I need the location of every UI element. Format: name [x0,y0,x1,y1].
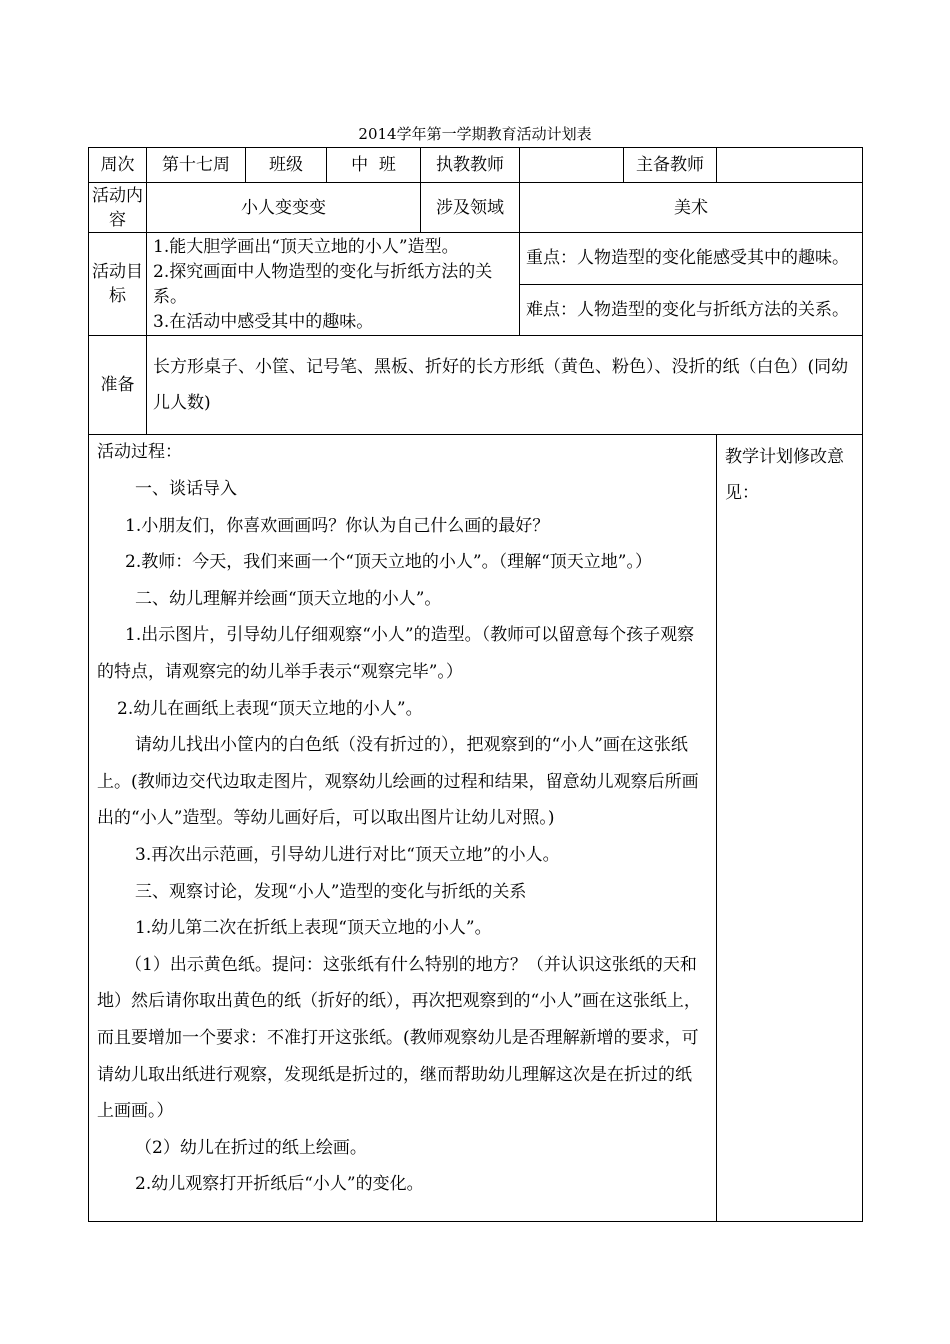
content-label: 活动内容 [89,183,147,233]
goals-label: 活动目标 [89,233,147,336]
process-cell [89,435,717,1222]
process-heading: 活动过程： [97,442,182,462]
process-paragraph: 请幼儿找出小筐内的白色纸（没有折过的），把观察到的“小人”画在这张纸上。(教师边交代边取走图片，观察幼儿绘画的过程和结果，留意幼儿观察后所画出的“小人”造型。等幼儿画好后，可以取出图片让幼儿对照。) [97,735,699,829]
week-value: 第十七周 [147,148,246,183]
week-label: 周次 [89,148,147,183]
process-paragraph: 2.教师：今天，我们来画一个“顶天立地的小人”。（理解“顶天立地”。） [125,552,652,573]
prep-value: 长方形桌子、小筐、记号笔、黑板、折好的长方形纸（黄色、粉色）、没折的纸（白色）(同幼儿人数) [147,336,863,435]
goals-row-top [89,233,863,285]
process-paragraph: 1.幼儿第二次在折纸上表现“顶天立地的小人”。 [135,918,492,939]
process-paragraph: 1.小朋友们，你喜欢画画吗？你认为自己什么画的最好？ [125,515,550,536]
content-value: 小人变变变 [147,183,421,233]
process-paragraph: 三、观察讨论，发现“小人”造型的变化与折纸的关系 [135,881,527,902]
domain-label: 涉及领域 [421,183,520,233]
class-label: 班级 [246,148,327,183]
key-point: 重点：人物造型的变化能感受其中的趣味。 [520,233,863,285]
revision-notes-heading: 教学计划修改意见： [725,447,844,503]
process-paragraph: 2.幼儿在画纸上表现“顶天立地的小人”。 [117,698,423,719]
process-paragraph: 1.出示图片，引导幼儿仔细观察“小人”的造型。（教师可以留意每个孩子观察的特点，请观察完的幼儿举手表示“观察完毕”。） [97,625,695,682]
document-title: 2014学年第一学期教育活动计划表 [358,125,592,143]
teacher-label: 执教教师 [421,148,520,183]
domain-value: 美术 [520,183,863,233]
lead-teacher-value [717,148,863,183]
process-paragraph: 一、谈话导入 [135,479,237,499]
goals-list [147,233,520,336]
process-row [89,435,863,1222]
goal-item: 1.能大胆学画出“顶天立地的小人”造型。 [153,237,459,257]
difficulty-point: 难点：人物造型的变化与折纸方法的关系。 [520,284,863,336]
content-row [89,183,863,233]
header-row [89,148,863,183]
process-paragraph: 3.再次出示范画，引导幼儿进行对比“顶天立地”的小人。 [135,844,560,865]
process-paragraph: （1）出示黄色纸。提问：这张纸有什么特别的地方？（并认识这张纸的天和地）然后请你取出黄色的纸（折好的纸），再次把观察到的“小人”画在这张纸上，而且要增加一个要求：不准打开这张纸。(教师观察幼儿是否理解新增的要求，可请幼儿取出纸进行观察，发现纸是折过的，继而帮助幼儿理解这次是在折过的纸上画画。） [97,954,701,1122]
prep-row [89,336,863,435]
process-paragraph: 二、幼儿理解并绘画“顶天立地的小人”。 [135,588,442,609]
process-paragraph: 2.幼儿观察打开折纸后“小人”的变化。 [135,1174,424,1195]
class-value: 中 班 [327,148,421,183]
activity-plan-table [88,147,863,1222]
revision-notes-cell [717,435,863,1222]
goal-item: 3.在活动中感受其中的趣味。 [153,312,374,332]
teacher-value [520,148,624,183]
prep-label: 准备 [89,336,147,435]
goal-item: 2.探究画面中人物造型的变化与折纸方法的关系。 [153,262,493,307]
lead-teacher-label: 主备教师 [624,148,717,183]
process-paragraph: （2）幼儿在折过的纸上绘画。 [135,1137,367,1158]
